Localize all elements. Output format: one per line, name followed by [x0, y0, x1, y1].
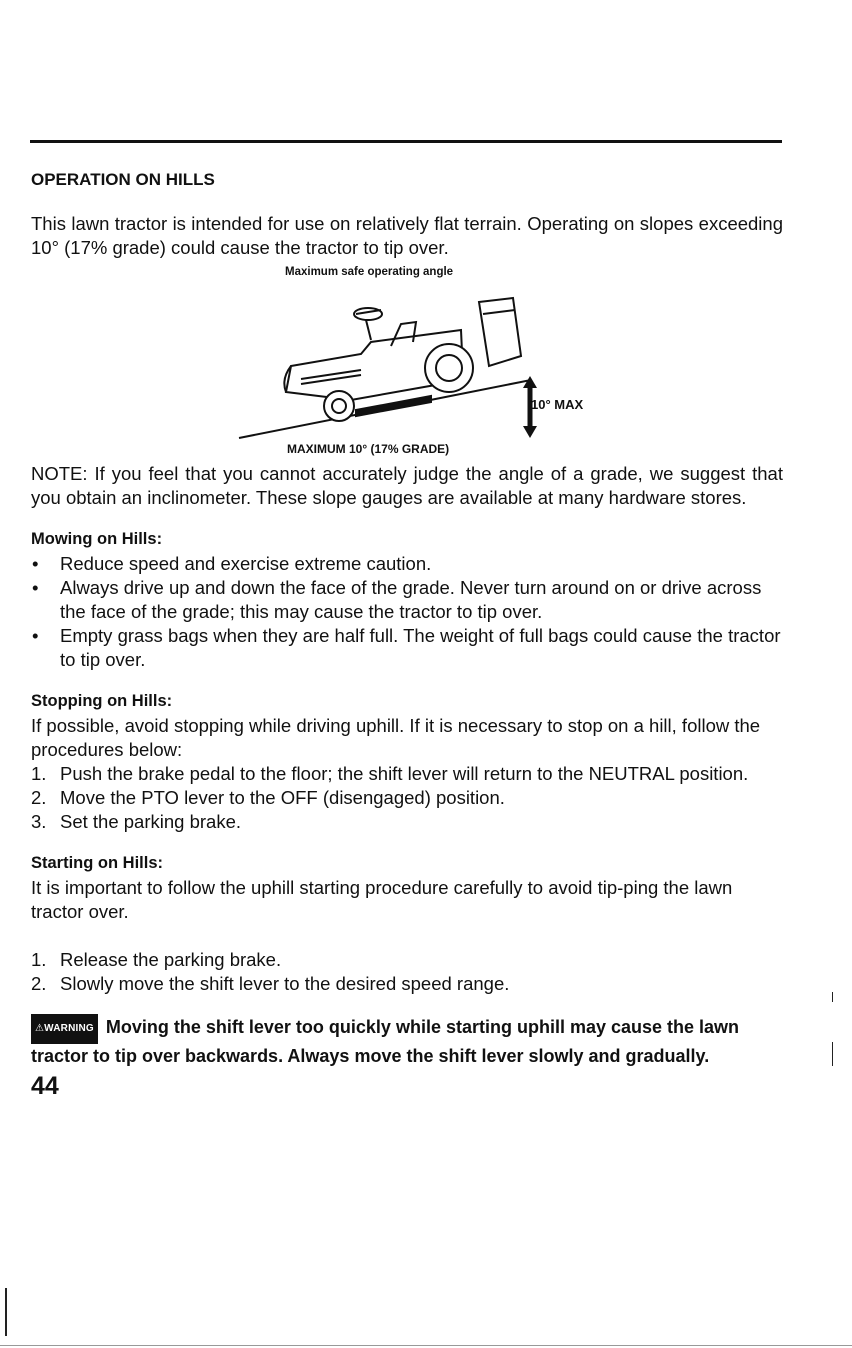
stopping-steps	[31, 762, 783, 834]
list-item: • Always drive up and down the face of the grade. Never turn around on or drive across the face of the grade; this may cause the tractor to tip over.	[32, 577, 762, 622]
intro-paragraph: This lawn tractor is intended for use on relatively flat terrain. Operating on slopes exceeding 10° (17% grade) could cause the tractor to tip over.	[31, 213, 783, 258]
scan-bottom-edge	[0, 1345, 852, 1346]
page-number: 44	[31, 1072, 59, 1100]
scan-edge-mark	[832, 1042, 833, 1066]
section-title: OPERATION ON HILLS	[31, 170, 215, 189]
list-item: 1. Release the parking brake.	[31, 949, 282, 970]
angle-max-label: 10° MAX	[531, 397, 584, 412]
figure-caption-bottom: MAXIMUM 10° (17% GRADE)	[287, 442, 450, 456]
note-paragraph: NOTE: If you feel that you cannot accurately judge the angle of a grade, we suggest that you obtain an inclinometer. These slope gauges are available at many hardware stores.	[31, 463, 783, 508]
starting-heading: Starting on Hills:	[31, 854, 163, 872]
tractor-icon	[284, 298, 521, 421]
top-rule	[30, 140, 782, 143]
warning-paragraph	[31, 1014, 783, 1068]
list-item: 2. Move the PTO lever to the OFF (disengaged) position.	[31, 787, 505, 808]
starting-intro: It is important to follow the uphill starting procedure carefully to avoid tip-ping the lawn tractor over.	[31, 877, 733, 922]
list-item: • Reduce speed and exercise extreme caution.	[32, 553, 432, 574]
tractor-on-slope-illustration	[231, 284, 541, 444]
slope-figure	[31, 266, 783, 462]
scan-edge-mark	[832, 992, 833, 1002]
list-item: 1. Push the brake pedal to the floor; the shift lever will return to the NEUTRAL position.	[31, 763, 749, 784]
list-item: • Empty grass bags when they are half full. The weight of full bags could cause the tractor to tip over.	[32, 625, 781, 670]
warning-text: Moving the shift lever too quickly while starting uphill may cause the lawn tractor to tip over backwards. Always move the shift lever slowly and gradually.	[31, 1017, 740, 1066]
mowing-heading: Mowing on Hills:	[31, 530, 163, 548]
warning-badge: ⚠WARNING	[31, 1014, 98, 1044]
scan-edge-mark	[5, 1288, 7, 1336]
figure-caption-top: Maximum safe operating angle	[285, 266, 454, 278]
manual-page	[31, 170, 783, 1101]
list-item: 2. Slowly move the shift lever to the desired speed range.	[31, 973, 510, 994]
list-item: 3. Set the parking brake.	[31, 811, 241, 832]
starting-steps	[31, 948, 783, 996]
stopping-heading: Stopping on Hills:	[31, 692, 173, 710]
mowing-list	[31, 552, 783, 672]
stopping-intro: If possible, avoid stopping while driving uphill. If it is necessary to stop on a hill, follow the procedures below:	[31, 715, 761, 760]
